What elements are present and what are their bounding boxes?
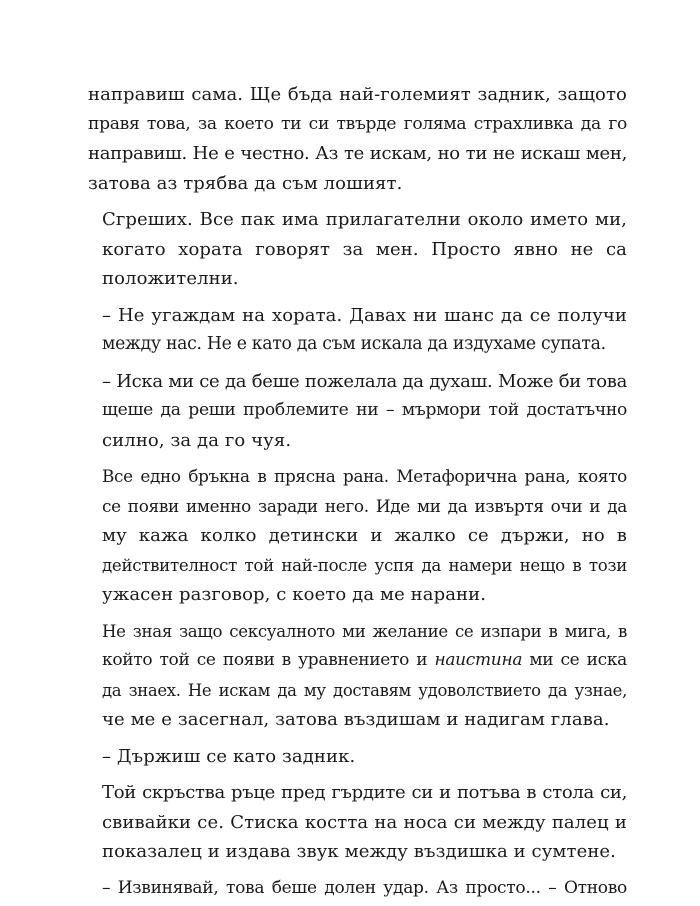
text-line: – Не угаждам на хората. Давах ни шанс да се получи [102, 304, 627, 326]
paragraph [88, 742, 627, 772]
paragraph [88, 205, 627, 294]
paragraph [88, 80, 627, 198]
text-run: който той се появи в уравнението и [102, 650, 435, 670]
text-line: Все едно бръкна в прясна рана. Метафорична рана, която [102, 466, 627, 486]
text-line [88, 646, 627, 676]
book-page [88, 80, 627, 903]
text-line: между нас. Не е като да съм искала да издухаме супата. [102, 334, 606, 354]
text-line: затова аз трябва да съм лошият. [88, 172, 403, 194]
paragraph [88, 874, 627, 904]
text-line: Сгреших. Все пак има прилагателни около името ми, [102, 209, 627, 230]
paragraph [88, 778, 627, 867]
text-line: да знаех. Не искам да му доставям удоволствието да узнае, [102, 680, 627, 700]
text-line: – Държиш се като задник. [102, 745, 356, 767]
text-line: – Извинявай, това беше долен удар. Аз просто... – Отново [102, 877, 627, 898]
text-run: ми се иска [522, 650, 627, 670]
paragraph [88, 462, 627, 610]
paragraph [88, 617, 627, 735]
text-line: – Иска ми се да беше пожелала да духаш. Може би това [102, 370, 627, 392]
text-line: му кажа колко детински и жалко се държи, но в [102, 525, 627, 546]
text-line: че ме е засегнал, затова въздишам и надигам глава. [102, 709, 610, 730]
text-line: ужасен разговор, с което да ме нарани. [102, 584, 487, 605]
text-line: когато хората говорят за мен. Просто явно не са [102, 238, 627, 260]
text-line: силно, за да го чуя. [102, 429, 292, 451]
text-line: Той скръства ръце пред гърдите си и потъва в стола си, [102, 782, 627, 803]
text-line: щеше да реши проблемите ни – мърмори той достатъчно [102, 400, 627, 420]
text-line: правя това, за което ти си твърде голяма страхливка да го [88, 113, 627, 134]
text-line: направиш. Не е честно. Аз те искам, но ти не искаш мен, [88, 143, 627, 164]
text-line: се появи именно заради него. Иде ми да извъртя очи и да [102, 495, 627, 516]
emphasis-text: наистина [434, 650, 523, 670]
text-line: Не зная защо сексуалното ми желание се изпари в мига, в [102, 621, 627, 641]
text-line: направиш сама. Ще бъда най-големият задник, защото [88, 84, 627, 105]
paragraph [88, 367, 627, 456]
text-line: положителни. [102, 268, 239, 289]
text-line: показалец и издава звук между въздишка и сумтене. [102, 841, 616, 862]
paragraph [88, 301, 627, 360]
text-line: действителност той най-после успя да намери нещо в този [102, 555, 627, 575]
text-line: свивайки се. Стиска костта на носа си между палец и [102, 811, 627, 833]
